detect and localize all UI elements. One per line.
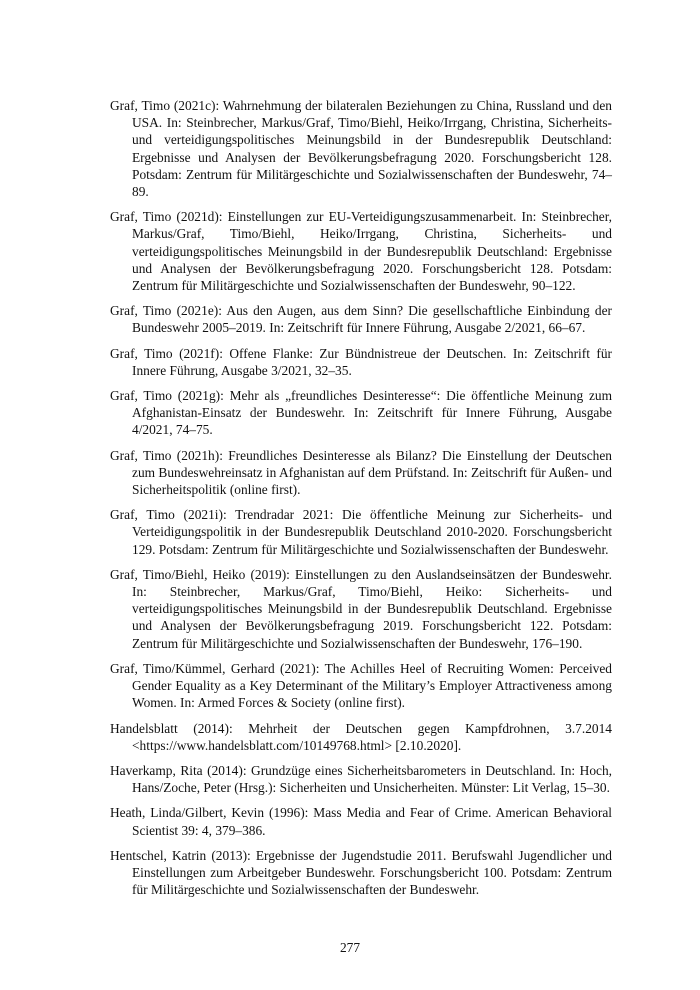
reference-entry: Graf, Timo (2021i): Trendradar 2021: Die öffentliche Meinung zur Sicherheits- und Verteidigungspolitik in der Bundesrepublik Deutschland 2010-2020. Forschungsbericht 129. Potsdam: Zentrum für Militärgeschichte und Sozialwissenschaften der Bundeswehr.: [110, 507, 612, 557]
reference-entry: Haverkamp, Rita (2014): Grundzüge eines Sicherheitsbarometers in Deutschland. In: Hoch, Hans/Zoche, Peter (Hrsg.): Sicherheiten und Unsicherheiten. Münster: Lit Verlag, 15–30.: [110, 762, 612, 796]
reference-entry: Graf, Timo/Kümmel, Gerhard (2021): The Achilles Heel of Recruiting Women: Perceived Gender Equality as a Key Determinant of the Military’s Employer Attractiveness among Women. In: Armed Forces & Society (online first).: [110, 660, 612, 711]
reference-entry: Graf, Timo (2021e): Aus den Augen, aus dem Sinn? Die gesellschaftliche Einbindung der Bundeswehr 2005–2019. In: Zeitschrift für Innere Führung, Ausgabe 2/2021, 66–67.: [110, 303, 612, 336]
reference-list: [110, 97, 612, 906]
reference-entry: Graf, Timo (2021c): Wahrnehmung der bilateralen Beziehungen zu China, Russland und den USA. In: Steinbrecher, Markus/Graf, Timo/Biehl, Heiko/Irrgang, Christina, Sicherheits- und verteidigungspolitisches Meinungsbild in der Bundesrepublik Deutschland: Ergebnisse und Analysen der Bevölkerungsbefragung 2020. Forschungsbericht 128. Potsdam: Zentrum für Militärgeschichte und Sozialwissenschaften der Bundeswehr, 74–89.: [110, 98, 612, 200]
reference-entry: Graf, Timo (2021f): Offene Flanke: Zur Bündnistreue der Deutschen. In: Zeitschrift für Innere Führung, Ausgabe 3/2021, 32–35.: [110, 345, 612, 378]
reference-entry: Graf, Timo/Biehl, Heiko (2019): Einstellungen zu den Auslandseinsätzen der Bundeswehr. In: Steinbrecher, Markus/Graf, Timo/Biehl, Heiko: Sicherheits- und verteidigungspolitisches Meinungsbild in der Bundesrepublik Deutschland. Ergebnisse und Analysen der Bevölkerungsbefragung 2019. Forschungsbericht 122. Potsdam: Zentrum für Militärgeschichte und Sozialwissenschaften der Bundeswehr, 176–190.: [110, 566, 612, 651]
reference-entry: Graf, Timo (2021h): Freundliches Desinteresse als Bilanz? Die Einstellung der Deutschen zum Bundeswehreinsatz in Afghanistan auf dem Prüfstand. In: Zeitschrift für Außen- und Sicherheitspolitik (online first).: [110, 447, 612, 498]
reference-entry: Heath, Linda/Gilbert, Kevin (1996): Mass Media and Fear of Crime. American Behavioral Scientist 39: 4, 379–386.: [110, 805, 612, 838]
reference-entry: Graf, Timo (2021d): Einstellungen zur EU-Verteidigungszusammenarbeit. In: Steinbrecher, Markus/Graf, Timo/Biehl, Heiko/Irrgang, Christina, Sicherheits- und verteidigungspolitisches Meinungsbild in der Bundesrepublik Deutschland: Ergebnisse und Analysen der Bevölkerungsbefragung 2020. Forschungsbericht 128. Potsdam: Zentrum für Militärgeschichte und Sozialwissenschaften der Bundeswehr, 90–122.: [110, 209, 612, 294]
reference-entry: Hentschel, Katrin (2013): Ergebnisse der Jugendstudie 2011. Berufswahl Jugendlicher und Einstellungen zum Arbeitgeber Bundeswehr. Forschungsbericht 100. Potsdam: Zentrum für Militärgeschichte und Sozialwissenschaften der Bundeswehr.: [110, 847, 612, 898]
reference-entry: Handelsblatt (2014): Mehrheit der Deutschen gegen Kampfdrohnen, 3.7.2014 <https://www.handelsblatt.com/10149768.html> [2.10.2020].: [110, 720, 612, 753]
reference-entry: Graf, Timo (2021g): Mehr als „freundliches Desinteresse“: Die öffentliche Meinung zum Afghanistan-Einsatz der Bundeswehr. In: Zeitschrift für Innere Führung, Ausgabe 4/2021, 74–75.: [110, 388, 612, 438]
page-number: 277: [339, 940, 361, 955]
